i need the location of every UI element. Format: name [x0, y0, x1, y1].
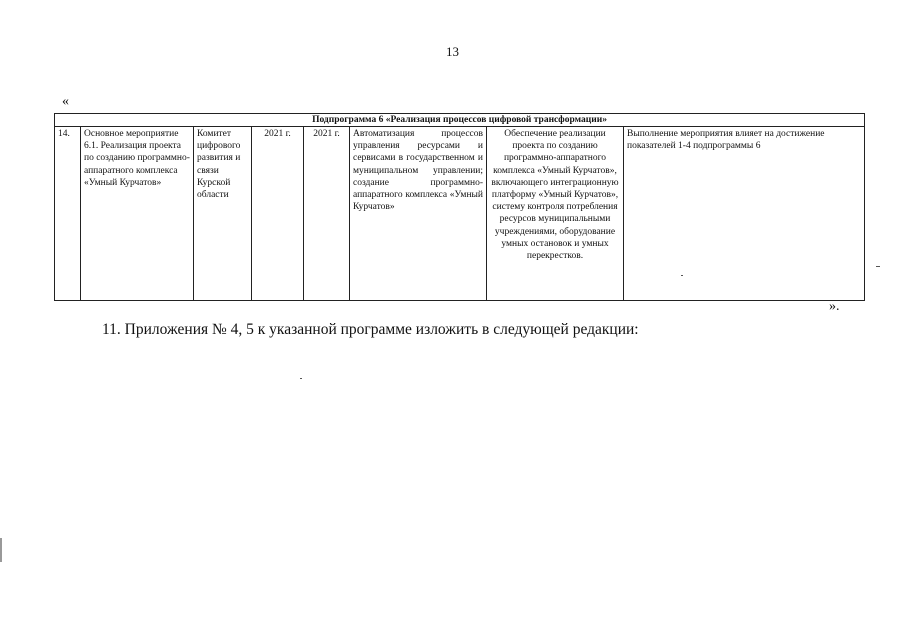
closing-quote-mark: ».: [829, 299, 840, 314]
opening-quote-mark: «: [62, 94, 69, 109]
page-number: 13: [446, 44, 459, 59]
scan-speck: [876, 266, 880, 267]
expected-result-cell: Обеспечение реализации проекта по созданию программно-аппаратного комплекса «Умный Курчатов», включающего интеграционную платформу «Умный Курчатов», систему контроля потребления ресурсов муниципальными учреждениями, оборудование умных остановок и умных перекрестков.: [487, 127, 624, 301]
table-row: [55, 127, 865, 301]
row-number-cell: 14.: [55, 127, 81, 301]
scan-speck: [300, 378, 302, 379]
activity-name-cell: Основное мероприятие 6.1. Реализация проекта по созданию программно-аппаратного комплекса «Умный Курчатов»: [81, 127, 194, 301]
subprogram-activities-table: [54, 113, 865, 301]
scan-speck: [0, 538, 2, 562]
scan-speck: [681, 275, 683, 276]
subprogram-title: Подпрограмма 6 «Реализация процессов цифровой трансформации»: [55, 114, 865, 127]
executor-cell: Комитет цифрового развития и связи Курской области: [194, 127, 252, 301]
indicator-link-cell: Выполнение мероприятия влияет на достижение показателей 1-4 подпрограммы 6: [624, 127, 865, 301]
main-directions-cell: Автоматизация процессов управления ресурсами и сервисами в государственном и муниципальном управлении; создание программно-аппаратного комплекса «Умный Курчатов»: [350, 127, 487, 301]
amendment-paragraph: 11. Приложения № 4, 5 к указанной программе изложить в следующей редакции:: [102, 321, 639, 338]
end-year-cell: 2021 г.: [304, 127, 350, 301]
start-year-cell: 2021 г.: [252, 127, 304, 301]
